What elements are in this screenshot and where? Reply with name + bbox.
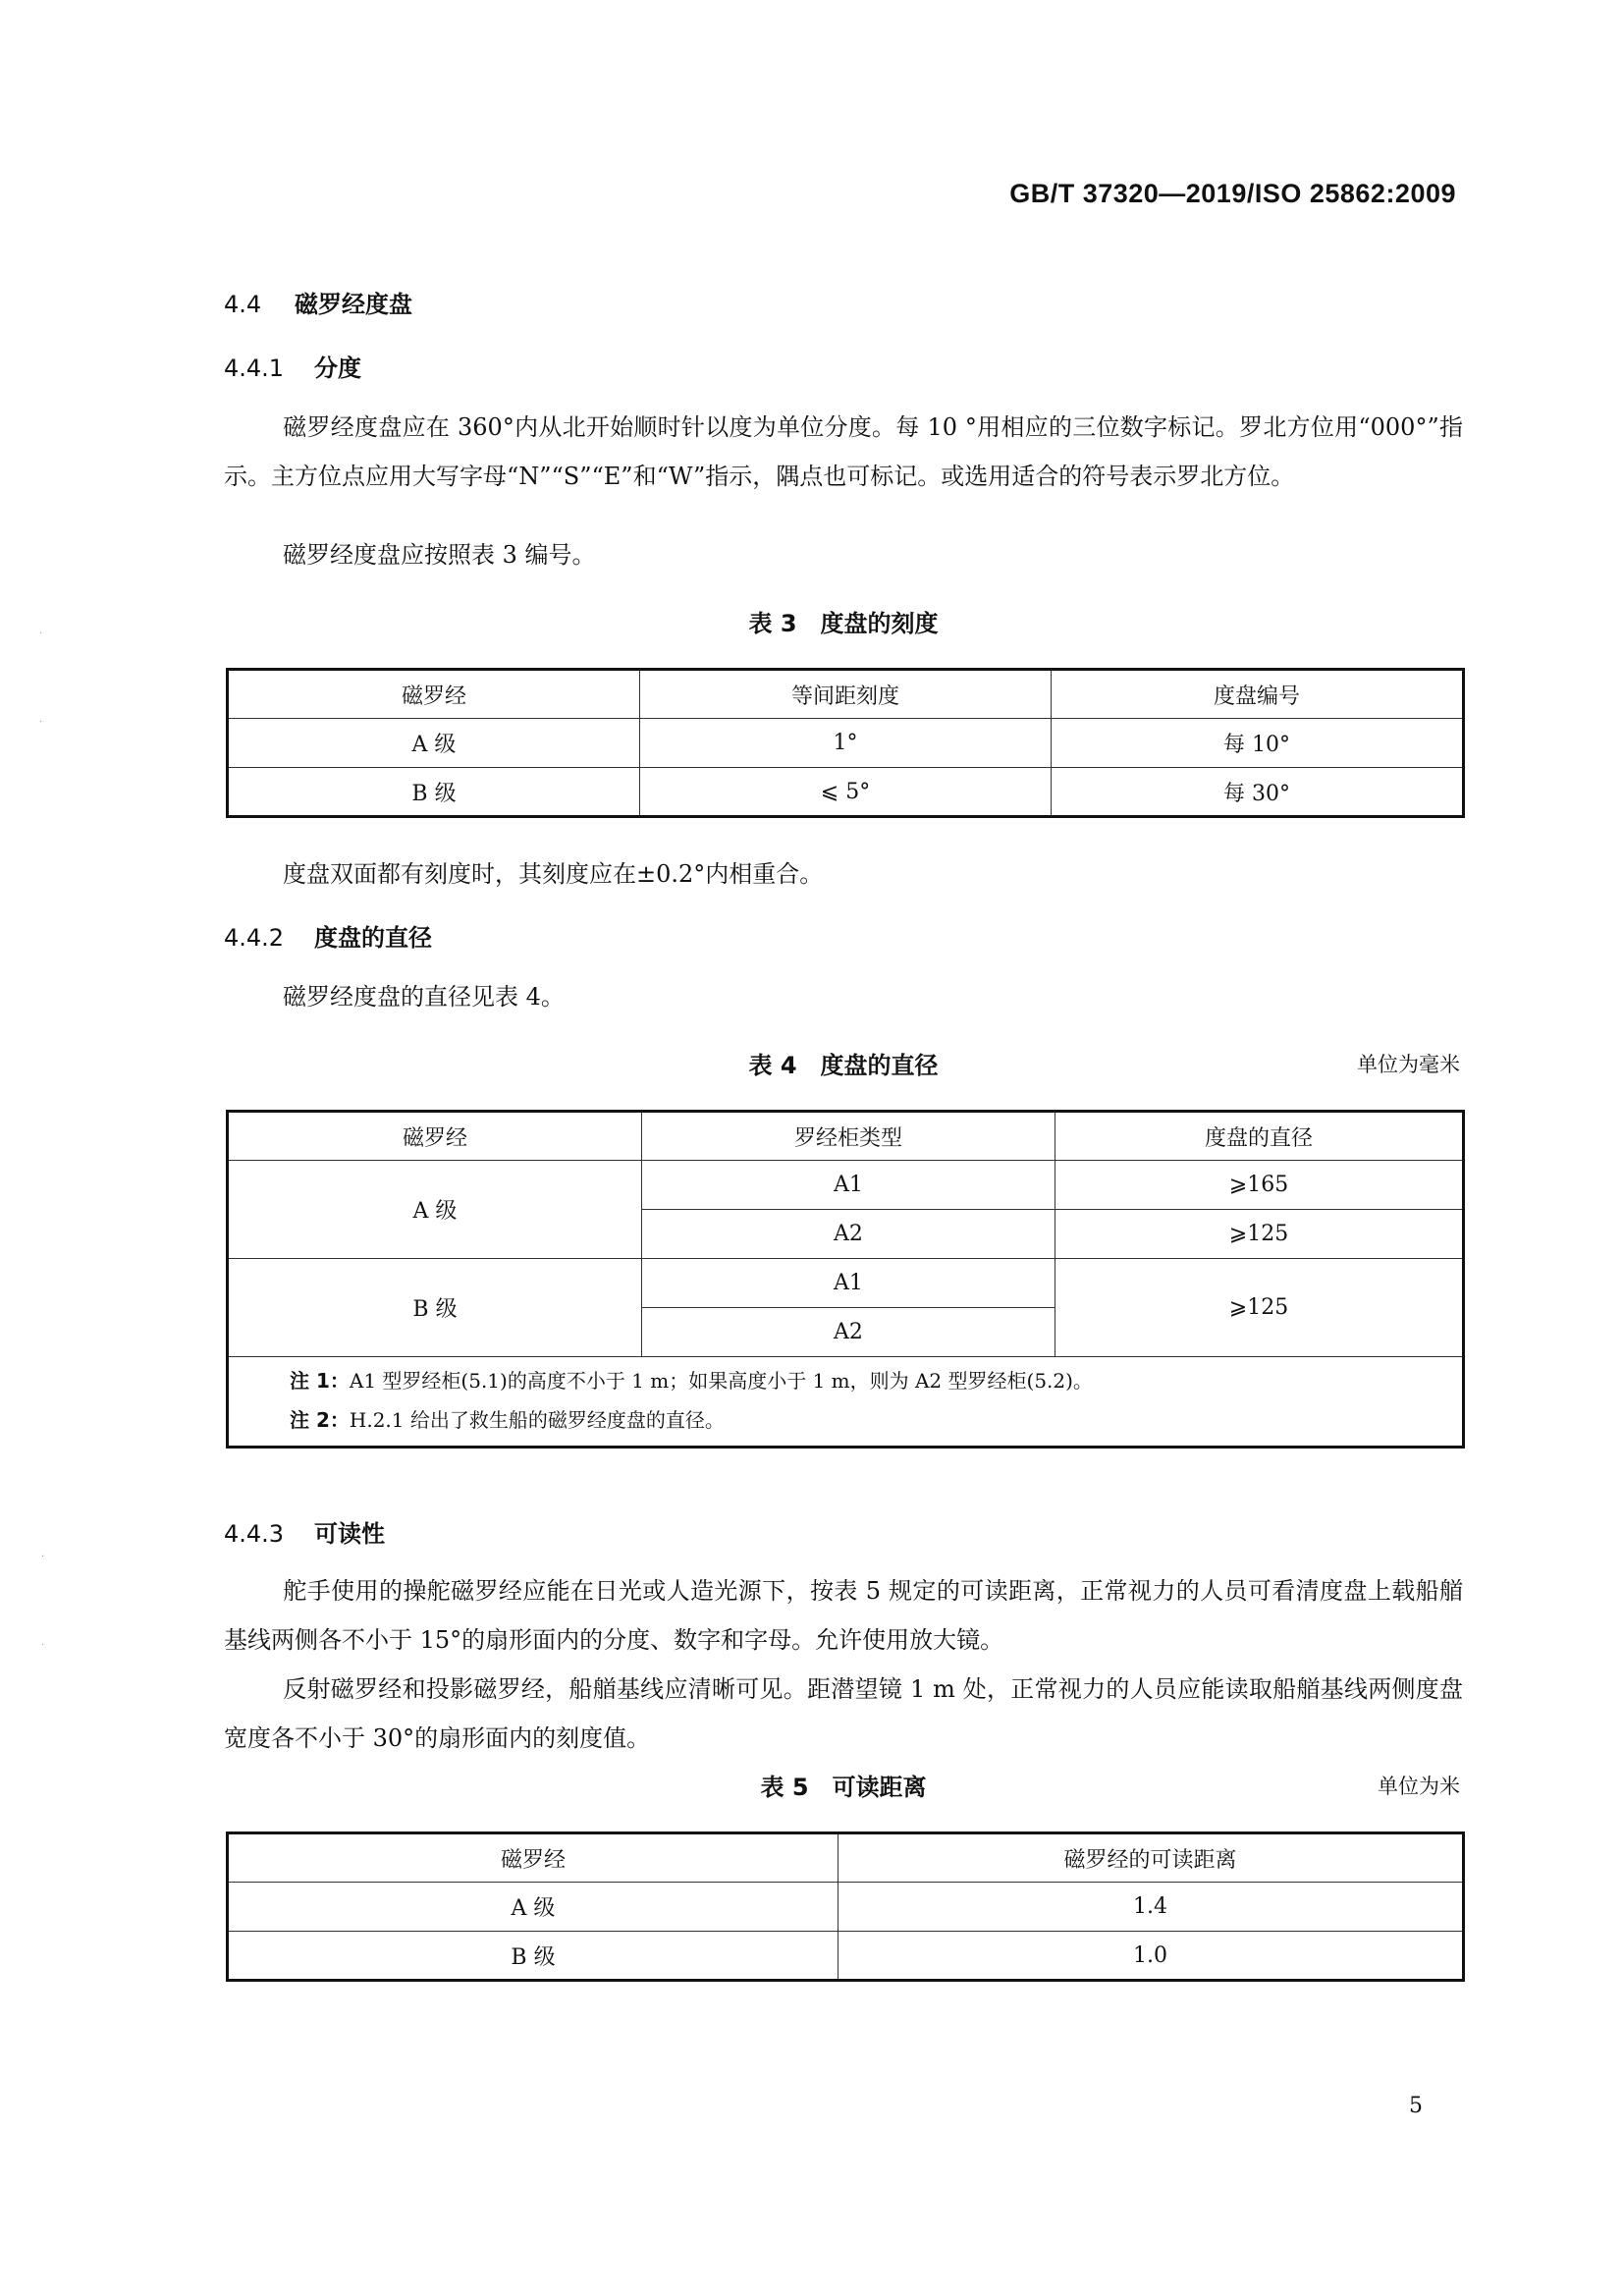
- table-row: [228, 719, 1464, 768]
- table-row: [228, 1883, 1464, 1932]
- table-cell: ⩾125: [1055, 1259, 1464, 1357]
- table-cell: 每 10°: [1052, 719, 1464, 768]
- table-cell: 1.0: [839, 1932, 1464, 1981]
- table-4: [226, 1110, 1465, 1449]
- table-cell: ⩾165: [1055, 1161, 1464, 1210]
- paragraph: 舵手使用的操舵磁罗经应能在日光或人造光源下，按表 5 规定的可读距离，正常视力的人员可看清度盘上载船艏基线两侧各不小于 15°的扇形面内的分度、数字和字母。允许使用放大镜。: [224, 1577, 1463, 1654]
- column-header: 磁罗经: [228, 1833, 839, 1883]
- section-4-4-1-heading: [224, 349, 361, 383]
- table-cell: B 级: [228, 768, 640, 817]
- table-4-unit: 单位为毫米: [1357, 1053, 1460, 1076]
- note-label: 注 1：: [290, 1369, 350, 1393]
- table-cell: A 级: [228, 1161, 642, 1259]
- column-header: 罗经柜类型: [642, 1112, 1055, 1161]
- table-5: [226, 1831, 1465, 1982]
- table-cell: 1°: [640, 719, 1052, 768]
- section-4-4-3-heading: [224, 1514, 385, 1549]
- column-header: 等间距刻度: [640, 670, 1052, 719]
- table-notes: [228, 1357, 1464, 1448]
- table-cell: A2: [642, 1210, 1055, 1259]
- column-header: 磁罗经: [228, 670, 640, 719]
- table-cell: ⩾125: [1055, 1210, 1464, 1259]
- table-row: [228, 768, 1464, 817]
- table-header-row: [228, 1833, 1464, 1883]
- table-cell: A2: [642, 1308, 1055, 1357]
- table-cell: A 级: [228, 719, 640, 768]
- note-label: 注 2：: [290, 1408, 350, 1432]
- table-notes-row: [228, 1357, 1464, 1448]
- table-cell: B 级: [228, 1259, 642, 1357]
- section-title: 可读性: [314, 1520, 385, 1548]
- section-title: 分度: [314, 355, 361, 382]
- column-header: 磁罗经的可读距离: [839, 1833, 1464, 1883]
- paragraph: 磁罗经度盘的直径见表 4。: [283, 983, 565, 1011]
- paragraph: 磁罗经度盘应在 360°内从北开始顺时针以度为单位分度。每 10 °用相应的三位数字标记。罗北方位用“000°”指示。主方位点应用大写字母“N”“S”“E”和“W”指示，隅点也可标记。或选用适合的符号表示罗北方位。: [224, 413, 1463, 490]
- section-number: 4.4: [224, 291, 262, 318]
- section-4-4-2-heading: [224, 918, 432, 953]
- table-3: [226, 668, 1465, 818]
- table-cell: A1: [642, 1259, 1055, 1308]
- section-title: 度盘的直径: [314, 924, 432, 952]
- section-number: 4.4.2: [224, 924, 285, 952]
- standard-code: GB/T 37320—2019/ISO 25862:2009: [1009, 179, 1456, 208]
- table-row: [228, 1259, 1464, 1308]
- column-header: 度盘编号: [1052, 670, 1464, 719]
- table-row: [228, 1932, 1464, 1981]
- section-4-4-heading: [224, 285, 412, 319]
- table-cell: B 级: [228, 1932, 839, 1981]
- note-2: 注 2：H.2.1 给出了救生船的磁罗经度盘的直径。: [290, 1408, 725, 1432]
- column-header: 磁罗经: [228, 1112, 642, 1161]
- note-1: 注 1：A1 型罗经柜(5.1)的高度不小于 1 m；如果高度小于 1 m，则为 A2 型罗经柜(5.2)。: [290, 1369, 1093, 1393]
- table-5-unit: 单位为米: [1378, 1775, 1460, 1798]
- scan-speck: ·: [41, 1640, 45, 1651]
- scan-speck: ·: [39, 717, 43, 728]
- scan-speck: ·: [41, 1552, 45, 1562]
- section-number: 4.4.1: [224, 355, 285, 382]
- table-cell: A1: [642, 1161, 1055, 1210]
- page-number: 5: [1409, 2094, 1423, 2118]
- table-cell: A 级: [228, 1883, 839, 1932]
- section-number: 4.4.3: [224, 1520, 285, 1548]
- table-3-caption: 表 3 度盘的刻度: [748, 610, 939, 637]
- table-4-caption: 表 4 度盘的直径: [748, 1052, 939, 1079]
- table-cell: 1.4: [839, 1883, 1464, 1932]
- scan-speck: ·: [39, 629, 43, 639]
- paragraph: 磁罗经度盘应按照表 3 编号。: [283, 541, 596, 569]
- table-header-row: [228, 1112, 1464, 1161]
- paragraph: 度盘双面都有刻度时，其刻度应在±0.2°内相重合。: [283, 860, 824, 888]
- table-cell: 每 30°: [1052, 768, 1464, 817]
- table-header-row: [228, 670, 1464, 719]
- section-title: 磁罗经度盘: [295, 291, 412, 318]
- table-row: [228, 1161, 1464, 1210]
- paragraph: 反射磁罗经和投影磁罗经，船艏基线应清晰可见。距潜望镜 1 m 处，正常视力的人员应能读取船艏基线两侧度盘宽度各不小于 30°的扇形面内的刻度值。: [224, 1675, 1463, 1752]
- table-cell: ⩽ 5°: [640, 768, 1052, 817]
- table-5-caption: 表 5 可读距离: [760, 1774, 927, 1801]
- column-header: 度盘的直径: [1055, 1112, 1464, 1161]
